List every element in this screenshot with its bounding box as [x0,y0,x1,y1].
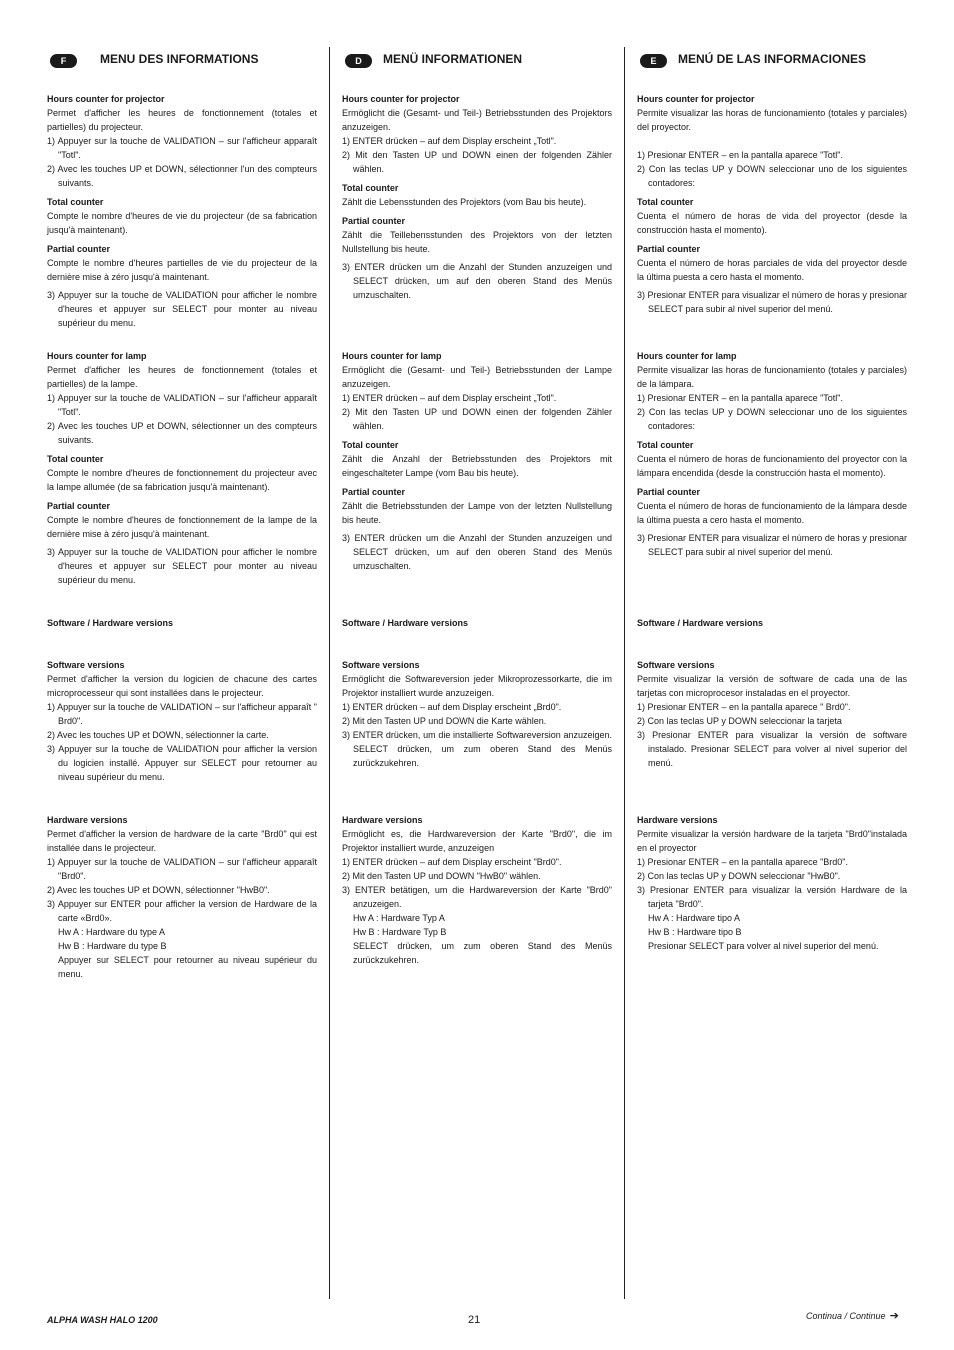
paragraph: Ermöglicht die (Gesamt- und Teil-) Betriebsstunden der Lampe anzuzeigen. [342,365,612,389]
column-title: MENÜ INFORMATIONEN [383,52,523,66]
paragraph: Permet d'afficher les heures de fonctionnement (totales et partielles) du projecteur. [47,108,317,132]
column-header [637,50,907,72]
step: 2) Mit den Tasten UP und DOWN einen der folgenden Zähler wählen. [342,150,612,174]
paragraph: Cuenta el número de horas de funcionamiento del proyector con la lámpara encendida (desde la construcción hasta el momento). [637,454,907,478]
section-title: Hours counter for projector [47,94,165,104]
section-title: Software versions [47,660,125,670]
step: 3) ENTER betätigen, um die Hardwareversion der Karte "Brd0" anzuzeigen. [342,885,612,909]
step: 2) Con las teclas UP y DOWN seleccionar uno de los siguientes contadores: [637,164,907,188]
step: 1) Appuyer sur la touche de VALIDATION – sur l'afficheur apparaît "Brd0". [47,857,317,881]
subsection-title: Partial counter [342,216,406,226]
column-title: MENU DES INFORMATIONS [100,52,259,66]
step: 3) Appuyer sur la touche de VALIDATION pour afficher la version du logicien installé. Appuyer sur SELECT pour retourner au niveau supérieur du menu. [47,744,317,782]
section-title: Hardware versions [342,815,423,825]
paragraph: Compte le nombre d'heures de vie du projecteur (de sa fabrication jusqu'à maintenant). [47,211,317,235]
step: 2) Mit den Tasten UP und DOWN die Karte wählen. [342,716,547,726]
paragraph: Zählt die Teillebensstunden des Projektors von der letzten Nullstellung bis heute. [342,230,612,254]
section-projector-counter [637,92,907,316]
language-badge: F [50,54,77,68]
section-versions [637,616,907,630]
step: 2) Mit den Tasten UP und DOWN "HwB0" wählen. [342,871,541,881]
section-hardware [637,813,907,953]
step: 2) Con las teclas UP y DOWN seleccionar la tarjeta [637,716,842,726]
section-title: Software versions [637,660,715,670]
section-versions [342,616,612,630]
step: 1) Presionar ENTER – en la pantalla aparece "Brd0". [637,857,848,867]
step: 3) Presionar ENTER para visualizar la versión de software instalado. Presionar SELECT para volver al nivel superior del menú. [637,730,907,768]
section-title: Hours counter for lamp [342,351,442,361]
step: 1) ENTER drücken – auf dem Display erscheint „Brd0". [342,702,562,712]
hardware-type: Hw A : Hardware Typ A [353,913,445,923]
step: 1) Appuyer sur la touche de VALIDATION – sur l'afficheur apparaît "Totl". [47,393,317,417]
paragraph: Cuenta el número de horas de funcionamiento de la lámpara desde la última puesta a cero hasta el momento. [637,501,907,525]
section-title: Hardware versions [637,815,718,825]
step: 1) Appuyer sur la touche de VALIDATION – sur l'afficheur apparaît "Totl". [47,136,317,160]
step: 2) Avec les touches UP et DOWN, sélectionner un des compteurs suivants. [47,421,317,445]
paragraph: Ermöglicht es, die Hardwareversion der Karte "Brd0", die im Projektor installiert wurde, anzuzeigen [342,829,612,853]
section-title: Hours counter for lamp [47,351,147,361]
paragraph: Permite visualizar las horas de funcionamiento (totales y parciales) de la lámpara. [637,365,907,389]
paragraph: Zählt die Anzahl der Betriebsstunden des Projektors mit eingeschalteter Lampe (vom Bau bis heute). [342,454,612,478]
paragraph: Compte le nombre d'heures de fonctionnement de la lampe de la dernière mise à zéro jusqu'à maintenant. [47,515,317,539]
hardware-type: Hw B : Hardware du type B [58,941,167,951]
paragraph: Presionar SELECT para volver al nivel superior del menú. [648,941,879,951]
step: 1) Appuyer sur la touche de VALIDATION – sur l'afficheur apparaît " Brd0". [47,702,317,726]
section-title: Software versions [342,660,420,670]
step: 2) Avec les touches UP et DOWN, sélectionner l'un des compteurs suivants. [47,164,317,188]
paragraph: Compte le nombre d'heures partielles de vie du projecteur de la dernière mise à zéro jusqu'à maintenant. [47,258,317,282]
section-title: Hours counter for projector [342,94,460,104]
section-hardware [342,813,612,967]
column-title: MENÚ DE LAS INFORMACIONES [678,52,867,66]
paragraph: Cuenta el número de horas de vida del proyector (desde la construcción hasta el momento). [637,211,907,235]
column-header [47,50,317,72]
step: 2) Mit den Tasten UP und DOWN einen der folgenden Zähler wählen. [342,407,612,431]
arrow-right-icon: ➔ [889,1310,899,1322]
section-hardware [47,813,317,981]
step: 3) Presionar ENTER para visualizar la versión Hardware de la tarjeta "Brd0". [637,885,907,909]
step: 1) ENTER drücken – auf dem Display erscheint „Totl". [342,393,557,403]
paragraph: Permite visualizar las horas de funcionamiento (totales y parciales) del proyector. [637,108,907,132]
product-name: ALPHA WASH HALO 1200 [47,1315,158,1325]
paragraph: Permite visualizar la versión de software de cada una de las tarjetas con microprocesor instaladas en el proyector. [637,674,907,698]
section-lamp-counter [342,349,612,573]
subsection-title: Total counter [637,440,694,450]
step: 2) Avec les touches UP et DOWN, sélectionner la carte. [47,730,269,740]
section-versions [47,616,317,630]
paragraph: Permet d'afficher la version du logicien de chacune des cartes microprocesseur qui sont installées dans le projecteur. [47,674,317,698]
column-french [47,50,317,979]
paragraph: Ermöglicht die (Gesamt- und Teil-) Betriebsstunden des Projektors anzuzeigen. [342,108,612,132]
step: 3) ENTER drücken, um die installierte Softwareversion anzuzeigen. SELECT drücken, um zum oberen Stand des Menüs zurückzukehren. [342,730,612,768]
step: 3) Appuyer sur ENTER pour afficher la version de Hardware de la carte «Brd0». [47,899,317,923]
hardware-type: Hw B : Hardware tipo B [648,927,742,937]
section-software [342,658,612,770]
section-lamp-counter [637,349,907,559]
column-divider [624,47,625,1299]
page-number: 21 [468,1314,481,1326]
section-title: Hardware versions [47,815,128,825]
subsection-title: Total counter [637,197,694,207]
step: 2) Con las teclas UP y DOWN seleccionar "HwB0". [637,871,841,881]
hardware-type: Hw B : Hardware Typ B [353,927,447,937]
section-projector-counter [342,92,612,302]
step: 2) Avec les touches UP et DOWN, sélectionner "HwB0". [47,885,270,895]
paragraph: Appuyer sur SELECT pour retourner au niveau supérieur du menu. [58,955,317,979]
paragraph: Zählt die Lebensstunden des Projektors (vom Bau bis heute). [342,197,587,207]
section-software [47,658,317,784]
subsection-title: Total counter [47,454,104,464]
hardware-type: Hw A : Hardware tipo A [648,913,741,923]
column-divider [329,47,330,1299]
paragraph: SELECT drücken, um zum oberen Stand des Menüs zurückzukehren. [353,941,612,965]
subsection-title: Total counter [47,197,104,207]
paragraph: Zählt die Betriebsstunden der Lampe von der letzten Nullstellung bis heute. [342,501,612,525]
subsection-title: Partial counter [637,244,701,254]
step: 1) Presionar ENTER – en la pantalla aparece "Totl". [637,150,843,160]
subsection-title: Total counter [342,440,399,450]
section-projector-counter [47,92,317,330]
column-spanish [637,50,907,951]
language-badge: E [640,54,667,68]
subsection-title: Partial counter [47,501,111,511]
section-software [637,658,907,770]
paragraph: Permet d'afficher les heures de fonctionnement (totales et partielles) de la lampe. [47,365,317,389]
paragraph: Cuenta el número de horas parciales de vida del proyector desde la última puesta a cero hasta el momento. [637,258,907,282]
section-title: Software / Hardware versions [342,618,469,628]
section-title: Software / Hardware versions [637,618,764,628]
subsection-title: Partial counter [342,487,406,497]
column-header [342,50,612,72]
section-title: Hours counter for lamp [637,351,737,361]
step: 3) ENTER drücken um die Anzahl der Stunden anzuzeigen und SELECT drücken, um auf den oberen Stand des Menüs umzuschalten. [342,533,612,571]
subsection-title: Partial counter [637,487,701,497]
section-title: Hours counter for projector [637,94,755,104]
continue-note [806,1309,899,1322]
step: 1) Presionar ENTER – en la pantalla aparece "Totl". [637,393,843,403]
step: 1) Presionar ENTER – en la pantalla aparece " Brd0". [637,702,851,712]
subsection-title: Partial counter [47,244,111,254]
column-german [342,50,612,965]
step: 3) ENTER drücken um die Anzahl der Stunden anzuzeigen und SELECT drücken, um auf den oberen Stand des Menüs umzuschalten. [342,262,612,300]
paragraph: Permet d'afficher la version de hardware de la carte "Brd0" qui est installée dans le projecteur. [47,829,317,853]
step: 3) Presionar ENTER para visualizar el número de horas y presionar SELECT para subir al nivel superior del menú. [637,290,907,314]
language-badge: D [345,54,372,68]
paragraph: Compte le nombre d'heures de fonctionnement du projecteur avec la lampe allumée (de sa fabrication jusqu'à maintenant). [47,468,317,492]
step: 2) Con las teclas UP y DOWN seleccionar uno de los siguientes contadores: [637,407,907,431]
step: 1) ENTER drücken – auf dem Display erscheint "Brd0". [342,857,562,867]
subsection-title: Total counter [342,183,399,193]
step: 3) Appuyer sur la touche de VALIDATION pour afficher le nombre d'heures et appuyer sur SELECT pour monter au niveau supérieur du menu. [47,290,317,328]
paragraph: Permite visualizar la versión hardware de la tarjeta "Brd0"instalada en el proyector [637,829,907,853]
paragraph: Ermöglicht die Softwareversion jeder Mikroprozessorkarte, die im Projektor installiert wurde anzuzeigen. [342,674,612,698]
section-lamp-counter [47,349,317,587]
step: 3) Presionar ENTER para visualizar el número de horas y presionar SELECT para subir al nivel superior del menú. [637,533,907,557]
hardware-type: Hw A : Hardware du type A [58,927,166,937]
section-title: Software / Hardware versions [47,618,174,628]
continue-label: Continua / Continue [806,1311,886,1321]
step: 1) ENTER drücken – auf dem Display erscheint „Totl". [342,136,557,146]
step: 3) Appuyer sur la touche de VALIDATION pour afficher le nombre d'heures et appuyer sur SELECT pour monter au niveau supérieur du menu. [47,547,317,585]
